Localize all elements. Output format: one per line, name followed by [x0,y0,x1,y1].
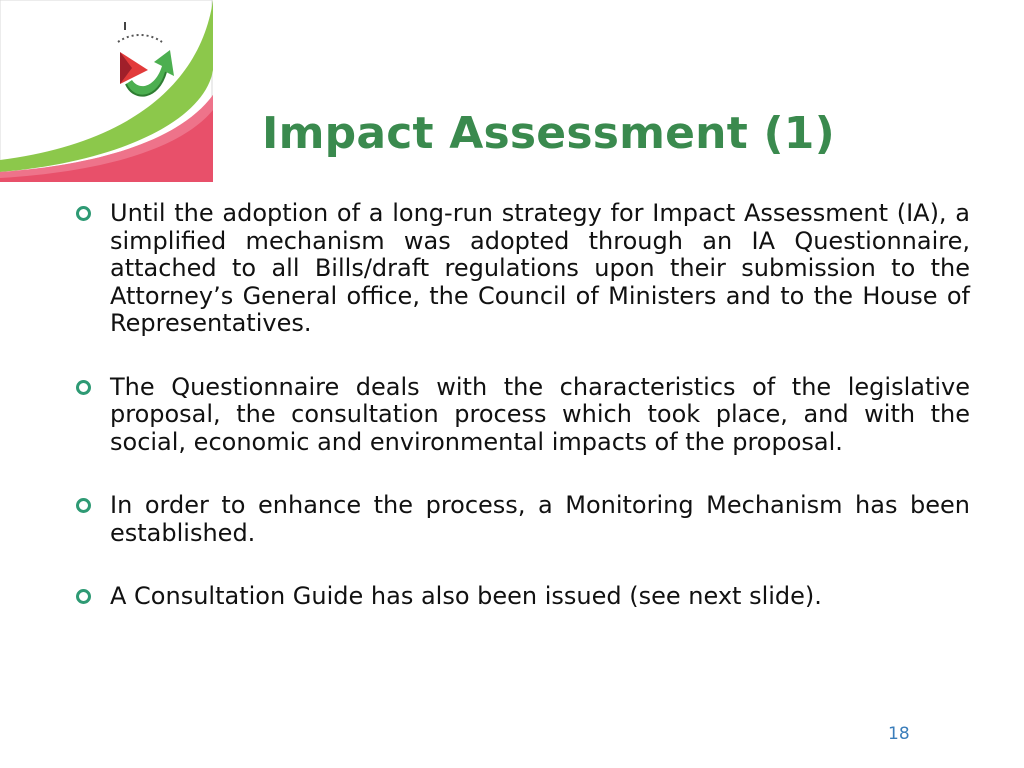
bullet-text: Until the adoption of a long-run strategy for Impact Assessment (IA), a simplified mechanism was adopted through an IA Questionnaire, attached to all Bills/draft regulations upon their submission to the Attorney’s General office, the Council of Ministers and to the House of Representatives. [110,199,970,337]
bullet-circle-icon [76,498,91,513]
logo-decoration [0,0,213,182]
bullet-item [70,492,970,547]
bullet-circle-icon [76,380,91,395]
bullet-list [70,200,970,611]
gauge-arrow-logo-icon [0,0,213,182]
bullet-circle-icon [76,589,91,604]
bullet-text: A Consultation Guide has also been issued (see next slide). [110,582,822,610]
bullet-item [70,200,970,338]
slide-title: Impact Assessment (1) [262,108,835,159]
bullet-item [70,374,970,457]
bullet-text: In order to enhance the process, a Monitoring Mechanism has been established. [110,491,970,547]
bullet-item [70,583,970,611]
bullet-text: The Questionnaire deals with the characteristics of the legislative proposal, the consultation process which took place, and with the social, economic and environmental impacts of the proposal. [110,372,970,456]
page-number: 18 [888,724,910,744]
bullet-circle-icon [76,206,91,221]
